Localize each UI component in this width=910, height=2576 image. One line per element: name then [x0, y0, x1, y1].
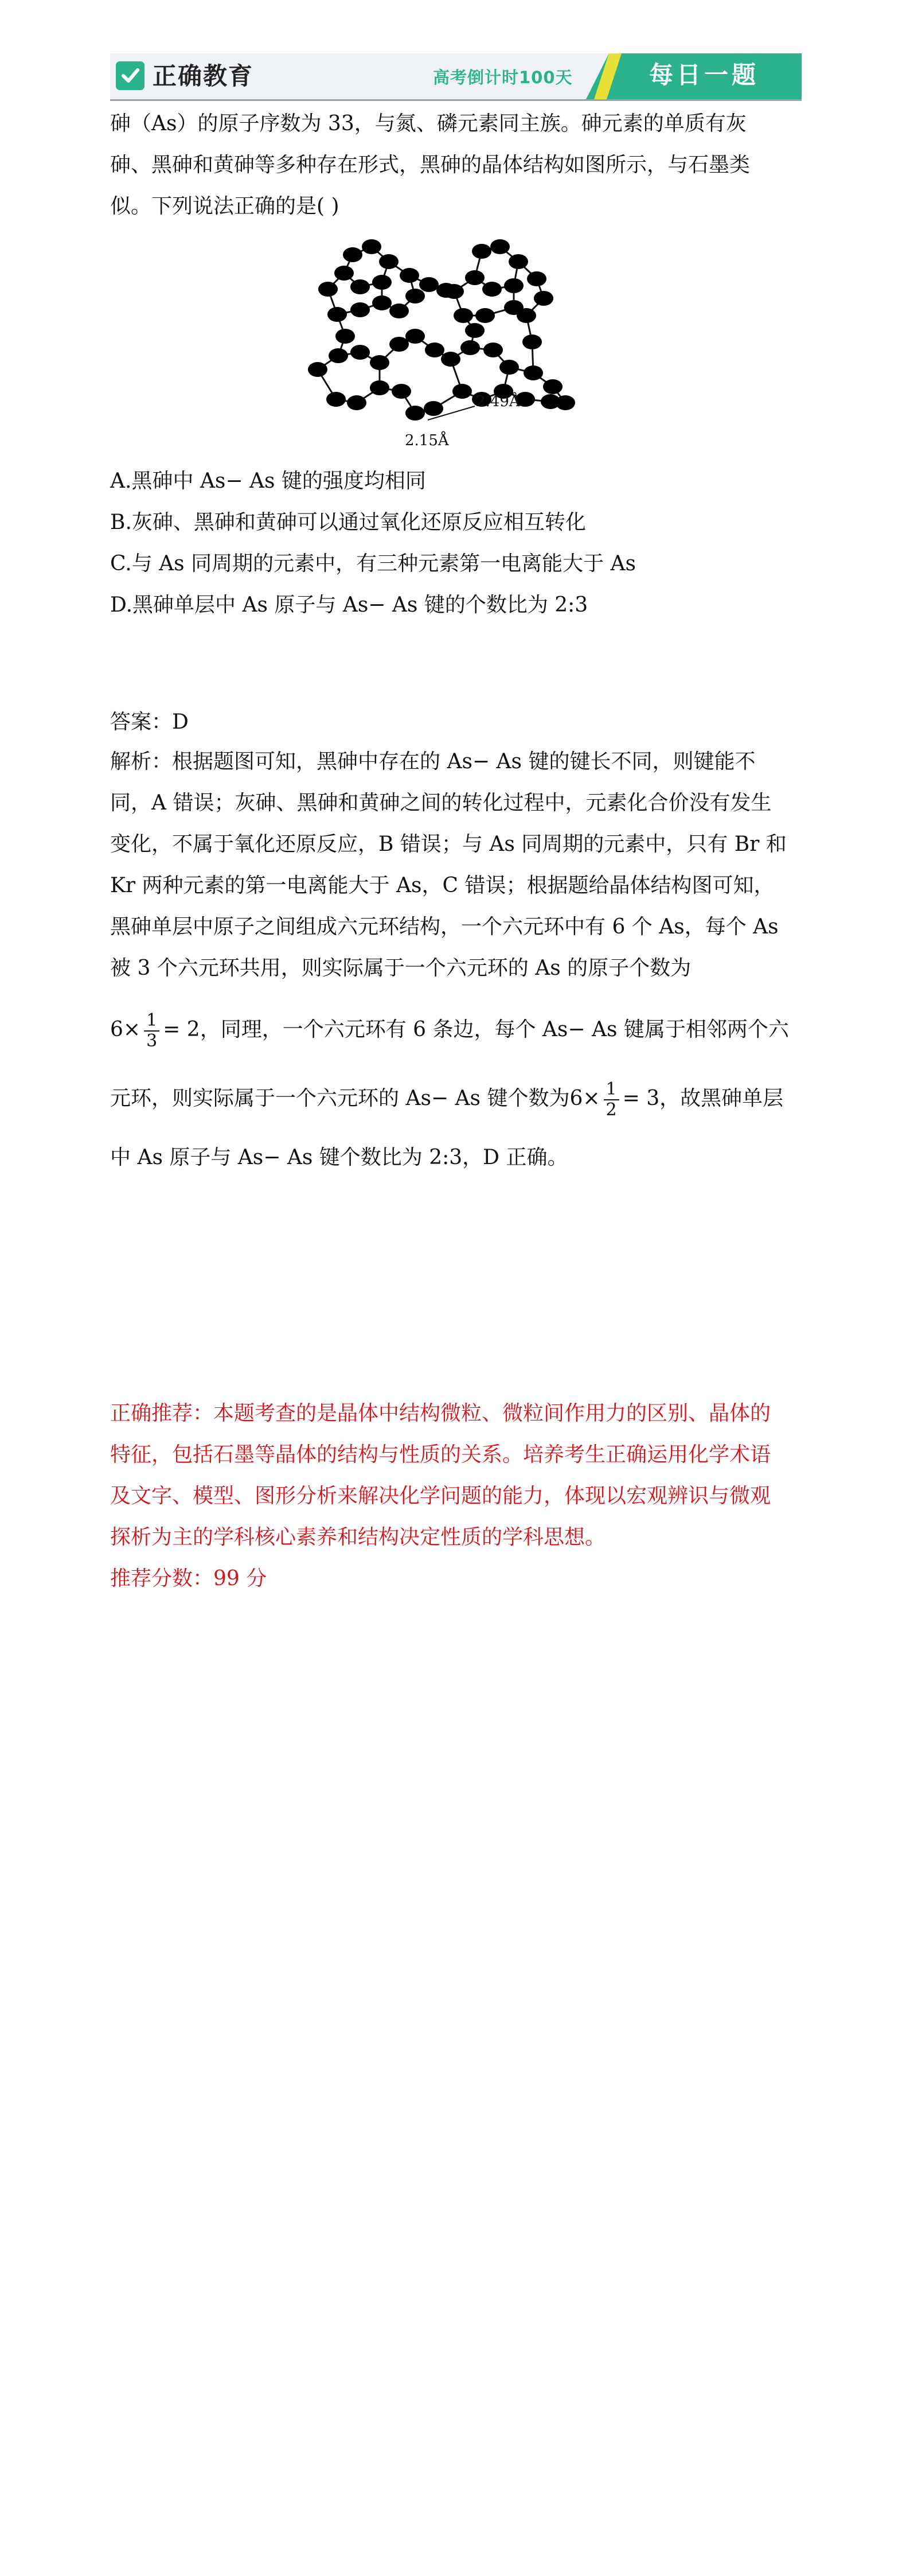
- explanation-text: 元环，则实际属于一个六元环的 As− As 键个数为: [110, 1087, 570, 1110]
- question-stem: [110, 103, 804, 227]
- fraction-one-half: [604, 1080, 619, 1120]
- explanation-line: 被 3 个六元环共用，则实际属于一个六元环的 As 的原子个数为: [110, 956, 692, 980]
- recommendation: [110, 1393, 804, 1600]
- daily-question-badge: [586, 53, 802, 99]
- crystal-structure-diagram: [292, 229, 636, 459]
- header-banner: [110, 53, 802, 101]
- fraction-one-third: [144, 1011, 159, 1051]
- explanation-line: Kr 两种元素的第一电离能大于 As，C 错误；根据题给晶体结构图可知，: [110, 874, 775, 897]
- question-line: 砷（As）的原子序数为 33，与氮、磷元素同主族。砷元素的单质有灰: [110, 112, 747, 135]
- explanation-formula-line-2: [110, 1073, 804, 1124]
- formula-result: = 3: [622, 1087, 660, 1110]
- option-b: B.灰砷、黑砷和黄砷可以通过氧化还原反应相互转化: [110, 511, 586, 534]
- bond-lines: [318, 247, 565, 413]
- fraction-denominator: 3: [146, 1031, 158, 1051]
- question-line: 似。下列说法正确的是( ): [110, 194, 339, 218]
- explanation-text: ，故黑砷单层: [659, 1087, 784, 1110]
- recommendation-line: 特征，包括石墨等晶体的结构与性质的关系。培养考生正确运用化学术语: [110, 1443, 771, 1466]
- bond-length-long: 2.49Å: [476, 393, 520, 410]
- recommendation-line: 及文字、模型、图形分析来解决化学问题的能力，体现以宏观辨识与微观: [110, 1484, 771, 1508]
- explanation-line: 变化，不属于氧化还原反应，B 错误；与 As 同周期的元素中，只有 Br 和: [110, 832, 787, 856]
- formula-result: = 2: [163, 1018, 200, 1041]
- daily-question-label: 每日一题: [649, 61, 760, 89]
- explanation-line: 黑砷单层中原子之间组成六元环结构，一个六元环中有 6 个 As，每个 As: [110, 915, 779, 939]
- bond-length-short: 2.15Å: [405, 432, 449, 449]
- explanation-text: ，同理，一个六元环有 6 条边，每个 As− As 键属于相邻两个六: [200, 1018, 789, 1041]
- black-arsenic-structure-figure: [292, 229, 636, 459]
- arsenic-atoms: [308, 239, 575, 421]
- formula-lead: 6×: [569, 1087, 600, 1110]
- explanation-last-line: 中 As 原子与 As− As 键个数比为 2:3，D 正确。: [110, 1146, 568, 1169]
- option-d: D.黑砷单层中 As 原子与 As− As 键的个数比为 2:3: [110, 593, 588, 617]
- brand-name: 正确教育: [153, 62, 254, 90]
- explanation-formula-line-1: [110, 1004, 804, 1056]
- question-line: 砷、黑砷和黄砷等多种存在形式，黑砷的晶体结构如图所示，与石墨类: [110, 153, 751, 177]
- option-c: C.与 As 同周期的元素中，有三种元素第一电离能大于 As: [110, 552, 636, 575]
- option-a: A.黑砷中 As− As 键的强度均相同: [110, 469, 426, 493]
- fraction-numerator: 1: [144, 1011, 159, 1032]
- recommendation-line: 正确推荐：本题考查的是晶体中结构微粒、微粒间作用力的区别、晶体的: [110, 1402, 771, 1425]
- explanation-line: 解析：根据题图可知，黑砷中存在的 As− As 键的键长不同，则键能不: [110, 750, 756, 773]
- formula-lead: 6×: [110, 1018, 141, 1041]
- fraction-denominator: 2: [606, 1100, 617, 1120]
- fraction-numerator: 1: [604, 1080, 619, 1100]
- answer-label: 答案：D: [110, 710, 189, 734]
- explanation-line: 同，A 错误；灰砷、黑砷和黄砷之间的转化过程中，元素化合价没有发生: [110, 791, 772, 815]
- checkmark-icon: [116, 61, 144, 90]
- recommendation-line: 探析为主的学科核心素养和结构决定性质的学科思想。: [110, 1526, 606, 1549]
- explanation: [110, 741, 804, 989]
- countdown-label: 高考倒计时100天: [433, 68, 573, 87]
- recommendation-score: 推荐分数：99 分: [110, 1567, 267, 1590]
